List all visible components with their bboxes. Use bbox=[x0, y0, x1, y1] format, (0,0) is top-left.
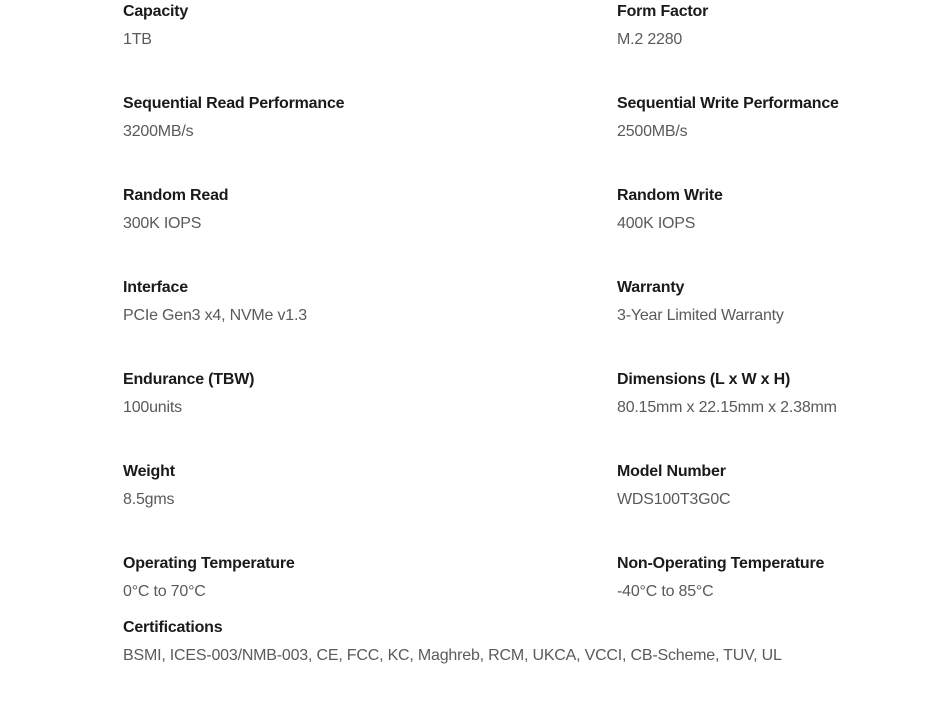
spec-label: Form Factor bbox=[617, 3, 709, 20]
spec-value: 1TB bbox=[123, 31, 152, 48]
spec-value: WDS100T3G0C bbox=[617, 491, 731, 508]
spec-operating-temperature bbox=[123, 554, 583, 602]
spec-value: 8.5gms bbox=[123, 491, 175, 508]
spec-value: 3200MB/s bbox=[123, 123, 194, 140]
spec-row bbox=[123, 616, 923, 708]
spec-row bbox=[123, 276, 923, 368]
spec-label: Model Number bbox=[617, 463, 726, 480]
spec-label: Sequential Read Performance bbox=[123, 95, 345, 112]
spec-value: 80.15mm x 22.15mm x 2.38mm bbox=[617, 399, 837, 416]
spec-label: Random Read bbox=[123, 187, 229, 204]
spec-interface bbox=[123, 278, 583, 326]
spec-label: Random Write bbox=[617, 187, 723, 204]
spec-capacity bbox=[123, 2, 583, 50]
spec-sequential-read bbox=[123, 94, 583, 142]
spec-value: 100units bbox=[123, 399, 182, 416]
spec-value: 3-Year Limited Warranty bbox=[617, 307, 784, 324]
spec-label: Interface bbox=[123, 279, 188, 296]
spec-label: Weight bbox=[123, 463, 175, 480]
spec-random-write bbox=[617, 186, 935, 234]
spec-value: -40°C to 85°C bbox=[617, 583, 714, 600]
spec-random-read bbox=[123, 186, 583, 234]
spec-label: Endurance (TBW) bbox=[123, 371, 255, 388]
spec-value: 0°C to 70°C bbox=[123, 583, 206, 600]
spec-value: M.2 2280 bbox=[617, 31, 683, 48]
spec-endurance bbox=[123, 370, 583, 418]
spec-label: Operating Temperature bbox=[123, 555, 295, 572]
spec-value: BSMI, ICES-003/NMB-003, CE, FCC, KC, Maghreb, RCM, UKCA, VCCI, CB-Scheme, TUV, UL bbox=[123, 647, 782, 664]
spec-label: Non-Operating Temperature bbox=[617, 555, 825, 572]
spec-label: Dimensions (L x W x H) bbox=[617, 371, 791, 388]
spec-value: 300K IOPS bbox=[123, 215, 202, 232]
spec-row bbox=[123, 92, 923, 184]
spec-value: 400K IOPS bbox=[617, 215, 696, 232]
spec-non-operating-temperature bbox=[617, 554, 935, 602]
spec-model-number bbox=[617, 462, 935, 510]
spec-label: Sequential Write Performance bbox=[617, 95, 839, 112]
spec-row bbox=[123, 460, 923, 552]
spec-row bbox=[123, 0, 923, 92]
spec-weight bbox=[123, 462, 583, 510]
spec-warranty bbox=[617, 278, 935, 326]
spec-sequential-write bbox=[617, 94, 935, 142]
spec-value: PCIe Gen3 x4, NVMe v1.3 bbox=[123, 307, 307, 324]
specifications-list bbox=[123, 0, 923, 708]
spec-form-factor bbox=[617, 2, 935, 50]
spec-value: 2500MB/s bbox=[617, 123, 688, 140]
spec-label: Warranty bbox=[617, 279, 685, 296]
spec-certifications bbox=[123, 618, 782, 666]
spec-label: Certifications bbox=[123, 619, 223, 636]
spec-label: Capacity bbox=[123, 3, 189, 20]
spec-row bbox=[123, 368, 923, 460]
spec-row bbox=[123, 184, 923, 276]
spec-dimensions bbox=[617, 370, 935, 418]
